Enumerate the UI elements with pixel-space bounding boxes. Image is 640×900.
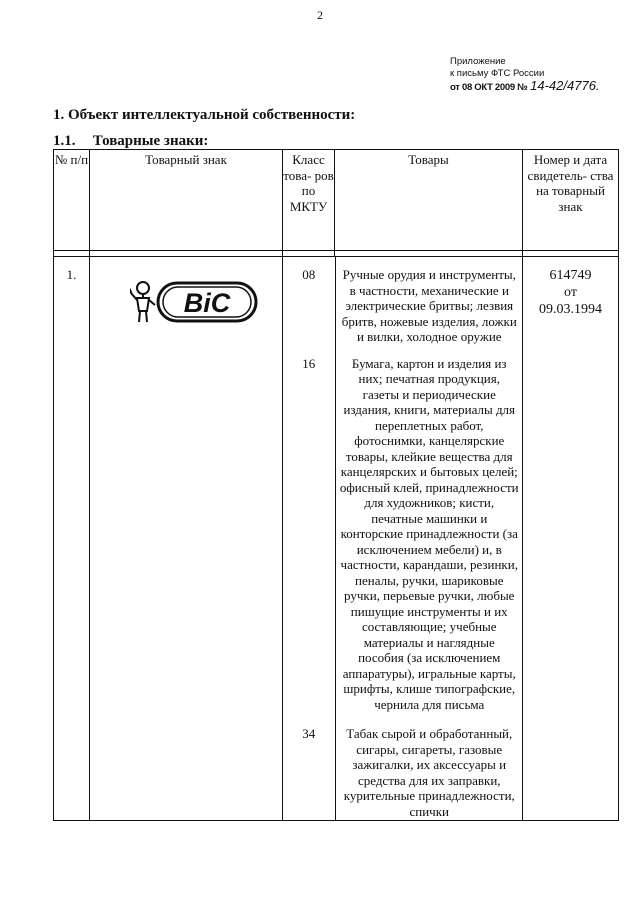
annex-date-number <box>450 80 600 94</box>
registration-number: 614749 <box>549 268 592 283</box>
header-trademark: Товарный знак <box>90 150 283 251</box>
registration-date: 09.03.1994 <box>539 302 602 317</box>
subsection-number: 1.1. <box>53 133 76 149</box>
header-goods: Товары <box>335 150 523 251</box>
bic-boy-figure <box>130 282 155 322</box>
row-number: 1. <box>54 257 90 821</box>
header-number: № п/п <box>54 150 90 251</box>
class-goods: Бумага, картон и изделия из них; печатная продукция, газеты и периодические издания, книги, материалы для переплетных работ, фотоснимки, канцелярские товары, клейкие вещества для канцелярских и бытовых целей; офисный клей, принадлежности для художников; кисти, печатные машинки и конторские принадлежности (за исключением мебели) и, в частности, карандаши, резинки, пеналы, ручки, шариковые ручки, перьевые ручки, любые пишущие инструменты и их составляющие; учебные материалы и наглядные пособия (за исключением аппаратуры), игральные карты, шрифты, клише типографские, чернила для письма <box>339 355 519 712</box>
page-number: 2 <box>317 8 323 22</box>
class-number: 08 <box>283 257 335 345</box>
table-row <box>54 257 619 821</box>
subsection-title <box>53 133 208 150</box>
class-number: 34 <box>283 712 335 820</box>
bic-logo-text: BiC <box>183 288 231 318</box>
header-class: Класс това- ров по МКТУ <box>283 150 335 251</box>
annex-date: от 08 ОКТ 2009 № <box>450 82 528 93</box>
annex-handwritten-number: 14-42/4776. <box>530 78 600 93</box>
class-row <box>283 345 523 713</box>
trademark-cell <box>90 257 283 821</box>
header-registration: Номер и дата свидетель- ства на товарный знак <box>523 150 619 251</box>
class-row <box>283 257 523 345</box>
classes-goods-cell <box>283 257 523 821</box>
table-header-row <box>54 150 619 251</box>
class-row <box>283 712 523 820</box>
bic-wordmark <box>158 283 256 321</box>
class-number: 16 <box>283 345 335 713</box>
trademark-table <box>53 149 619 821</box>
section-title: 1. Объект интеллектуальной собственности: <box>53 107 356 123</box>
class-goods: Табак сырой и обработанный, сигары, сигареты, газовые зажигалки, их аксессуары и средства для их заправки, курительные принадлежности, спички <box>343 726 515 819</box>
annex-letter-ref: к письму ФТС России <box>450 68 545 79</box>
annex-label: Приложение <box>450 56 506 67</box>
registration-from: от <box>564 285 577 300</box>
registration-cell <box>523 257 619 821</box>
subsection-label: Товарные знаки: <box>92 133 209 149</box>
class-goods: Ручные орудия и инструменты, в частности, механические и электрические бритвы; лезвия бритв, ножевые изделия, ложки и вилки, холодное оружие <box>341 267 517 344</box>
annex-stamp <box>450 56 600 94</box>
bic-logo-image <box>130 277 260 327</box>
